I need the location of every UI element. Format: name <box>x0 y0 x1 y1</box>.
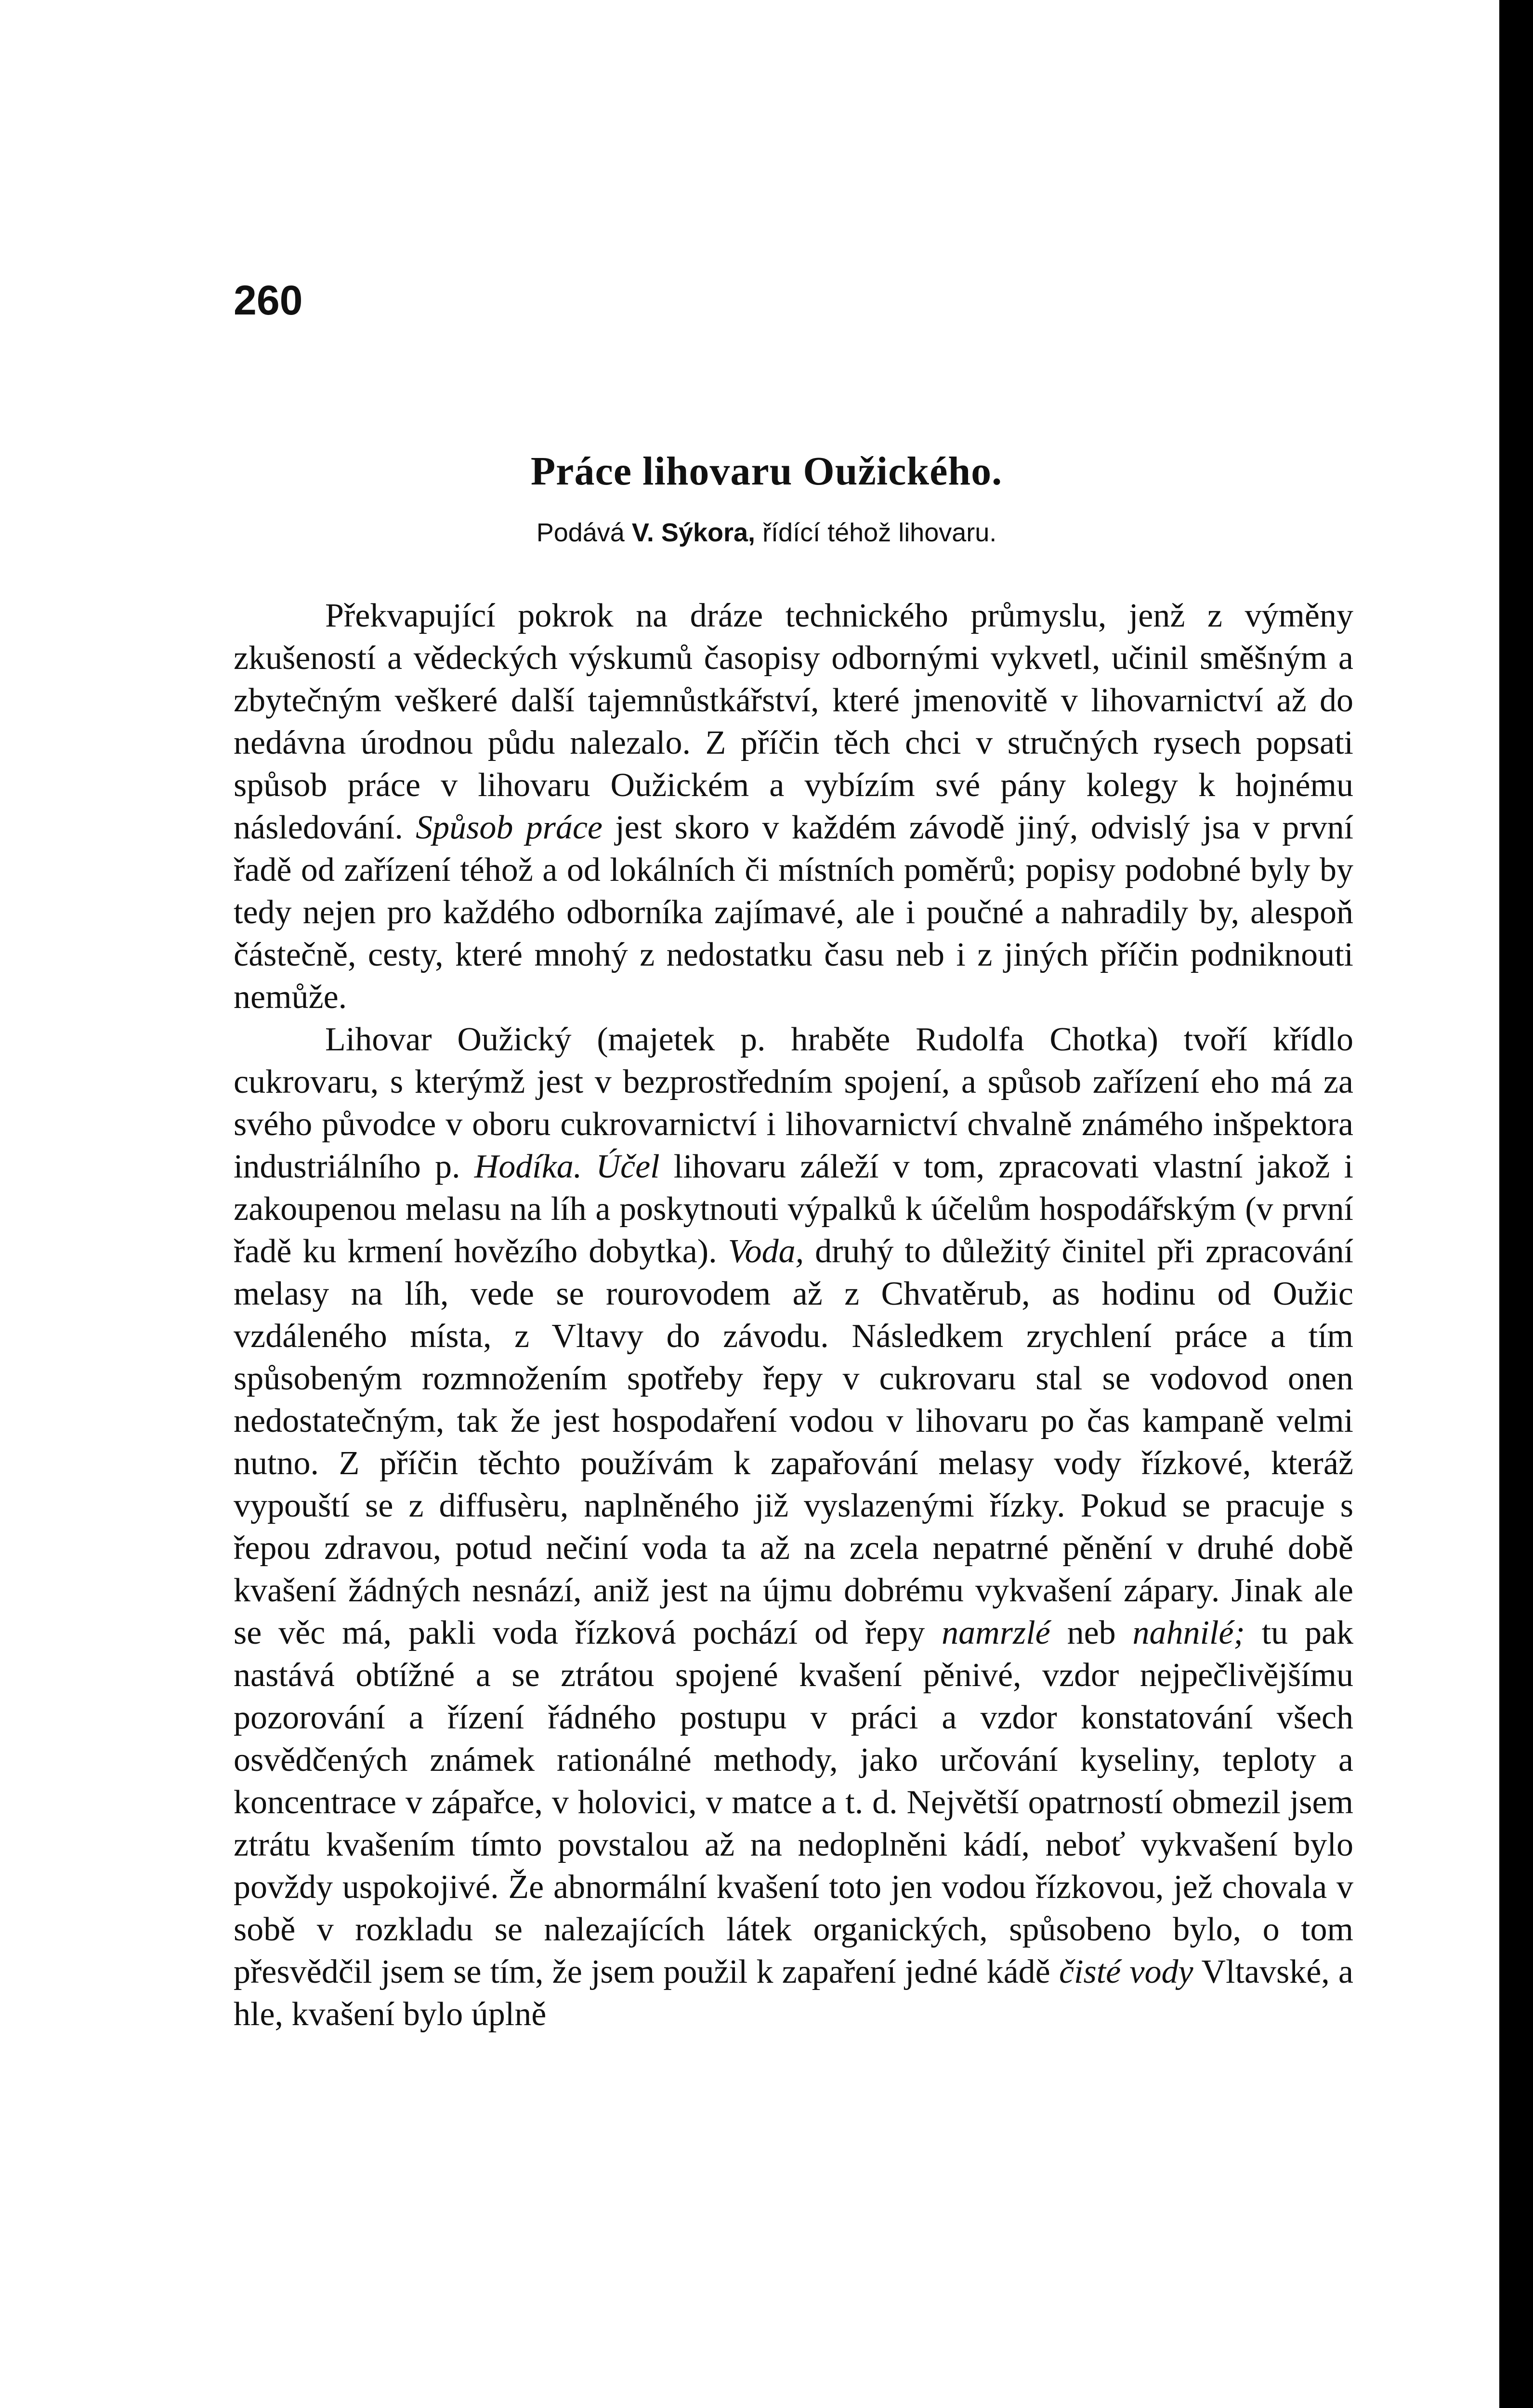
paragraph-2-italic-d: nahnilé; <box>1132 1614 1245 1651</box>
paragraph-2-italic-e: čisté vody <box>1059 1953 1193 1990</box>
paragraph-2-text-b: lihovaru záleží v tom, zpracovati vlastní jakož i zakoupenou melasu na líh a poskytnouti výpalků k účelům hospodářským (v první řadě ku krmení hovězího dobytka). <box>234 1148 1353 1270</box>
article-title: Práce lihovaru Oužického. <box>530 449 1003 494</box>
paragraph-1-text-b: jest skoro v každém závodě jiný, odvislý jsa v první řadě od zařízení téhož a od lokálních či místních poměrů; popisy podobné byly by tedy nejen pro každého odborníka zajímavé, ale i poučné a nahradily by, alespoň částečně, cesty, které mnohý z nedostatku času neb i z jiných příčin podniknouti nemůže. <box>234 809 1354 1016</box>
scan-edge-bar <box>1499 0 1533 2408</box>
article-body <box>234 595 1353 2256</box>
byline-suffix: řídící téhož lihovaru. <box>762 518 997 547</box>
paragraph-2-italic-a: Hodíka. Účel <box>474 1148 660 1185</box>
paragraph-2-text-f: Vltavské, a hle, kvašení bylo úplně <box>234 1953 1354 2033</box>
paragraph-2-text-a: Lihovar Oužický (majetek p. hraběte Rudolfa Chotka) tvoří křídlo cukrovaru, s kterýmž jest v bezprostředním spojení, a spůsob zařízení eho má za svého původce v oboru cukrovarnictví i lihovarnictví chvalně známého inšpektora industriálního p. <box>234 1021 1353 1185</box>
paragraph-2-italic-c: namrzlé <box>942 1614 1050 1651</box>
paragraph-1-text-a: Překvapující pokrok na dráze technického průmyslu, jenž z výměny zkušeností a vědeckých výskumů časopisy odbornými vykvetl, učinil směšným a zbytečným veškeré další tajemnůstkářství, které jmenovitě v lihovarnictví až do nedávna úrodnou půdu nalezalo. Z příčin těch chci v stručných rysech popsati spůsob práce v lihovaru Oužickém a vybízím své pány kolegy k hojnému následování. <box>234 597 1353 846</box>
paragraph-1 <box>234 595 1353 1019</box>
article-byline <box>0 518 1533 548</box>
paragraph-2-text-e: tu pak nastává obtížné a se ztrátou spojené kvašení pěnivé, vzdor nejpečlivějšímu pozorování a řízení řádného postupu v práci a vzdor konstatování všech osvědčených známek rationálné methody, jako určování kyseliny, teploty a koncentrace v zápařce, v holovici, v matce a t. d. Největší opatrností obmezil jsem ztrátu kvašením tímto povstalou až na nedoplněni kádí, neboť vykvašení bylo povždy uspokojivé. Že abnormální kvašení toto jen vodou řízkovou, jež chovala v sobě v rozkladu se nalezajících látek organických, spůsobeno bylo, o tom přesvědčil jsem se tím, že jsem použil k zapaření jedné kádě <box>234 1614 1354 1990</box>
page-number: 260 <box>234 277 303 324</box>
paragraph-2-text-c: druhý to důležitý činitel při zpracování melasy na líh, vede se rourovodem až z Chvatěrub, as hodinu od Oužic vzdáleného místa, z Vltavy do závodu. Následkem zrychlení práce a tím spůsobeným rozmnožením spotřeby řepy v cukrovaru stal se vodovod onen nedostatečným, tak že jest hospodaření vodou v lihovaru po čas kampaně velmi nutno. Z příčin těchto používám k zapařování melasy vody řízkové, kteráž vypouští se z diffusèru, naplněného již vyslazenými řízky. Pokud se pracuje s řepou zdravou, potud nečiní voda ta až na zcela nepatrné pěnění v druhé době kvašení žádných nesnází, aniž jest na újmu dobrému vykvašení zápary. Jinak ale se věc má, pakli voda řízková pochází od řepy <box>234 1233 1354 1651</box>
byline-author: V. Sýkora, <box>631 518 756 547</box>
byline-prefix: Podává <box>536 518 625 547</box>
paragraph-2-text-d: neb <box>1067 1614 1116 1651</box>
paragraph-2-italic-b: Voda, <box>728 1233 804 1270</box>
paragraph-2 <box>234 1019 1353 2036</box>
paragraph-1-italic-a: Spůsob práce <box>416 809 603 846</box>
